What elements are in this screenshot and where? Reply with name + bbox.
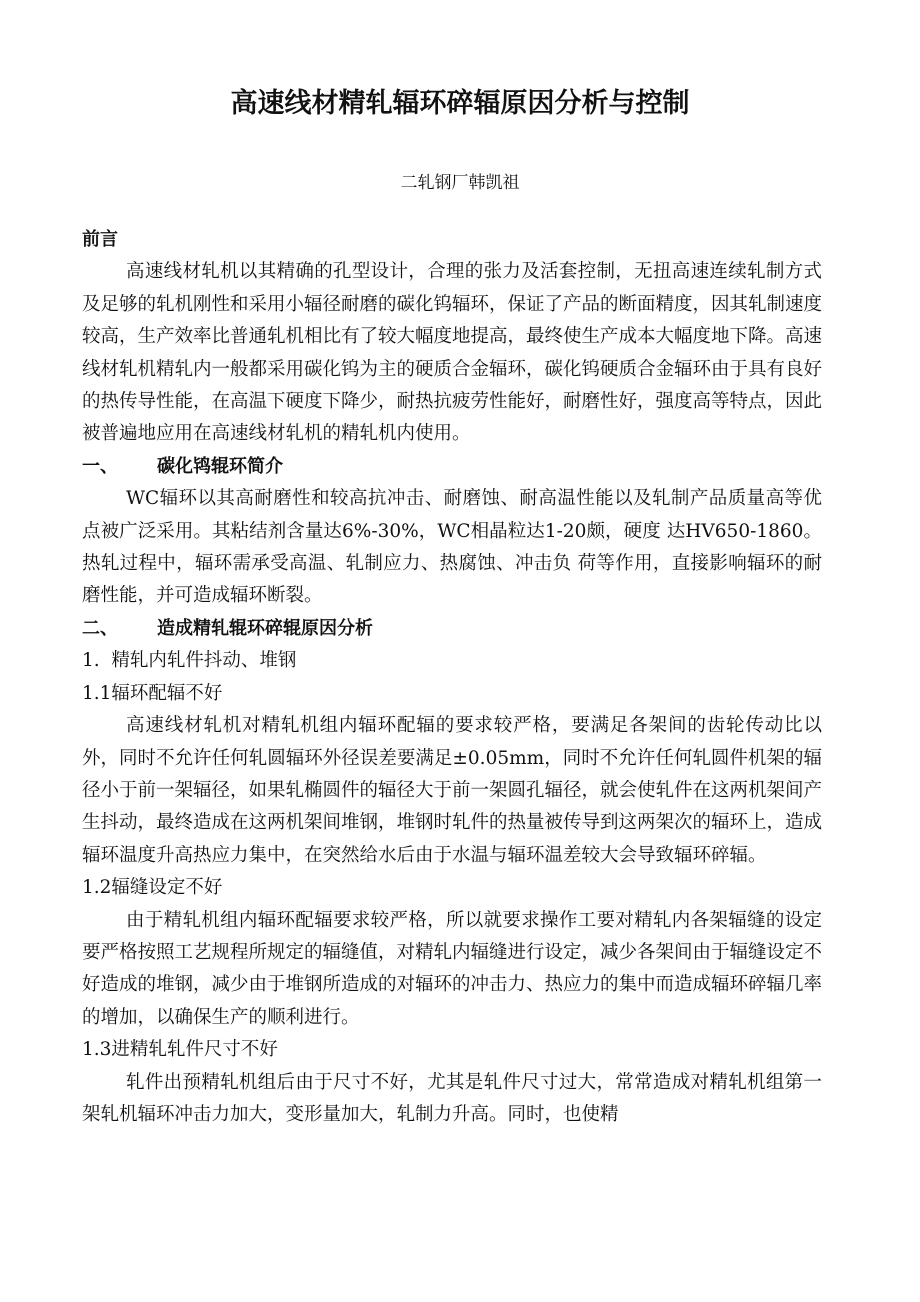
- subsection-1-1-paragraph: 高速线材轧机对精轧机组内辐环配辐的要求较严格，要满足各架间的齿轮传动比以外，同时不允许任何轧圆辐环外径误差要满足±0.05mm，同时不允许任何轧圆件机架的辐径小于前一架辐径，如果轧椭圆件的辐径大于前一架圆孔辐径，就会使轧件在这两机架间产生抖动，最终造成在这两机架间堆钢，堆钢时轧件的热量被传导到这两架次的辐环上，造成辐环温度升高热应力集中，在突然给水后由于水温与辐环温差较大会导致辐环碎辐。: [82, 715, 823, 866]
- author-line: 二轧钢厂韩凯祖: [400, 173, 520, 193]
- section-1-number: 一、: [82, 455, 118, 477]
- document-title: 高速线材精轧辐环碎辐原因分析与控制: [230, 88, 690, 119]
- preface-paragraph: 高速线材轧机以其精确的孔型设计，合理的张力及活套控制，无扭高速连续轧制方式及足够的轧机刚性和采用小辐径耐磨的碳化钨辐环，保证了产品的断面精度，因其轧制速度较高，生产效率比普通轧机相比有了较大幅度地提高，最终使生产成本大幅度地下降。高速线材轧机精轧内一般都采用碳化钨为主的硬质合金辐环，碳化钨硬质合金辐环由于具有良好的热传导性能，在高温下硬度下降少，耐热抗疲劳性能好，耐磨性好，强度高等特点，因此被普遍地应用在高速线材轧机的精轧机内使用。: [82, 261, 823, 445]
- subsection-1-3-paragraph: 轧件出预精轧机组后由于尺寸不好，尤其是轧件尺寸过大，常常造成对精轧机组第一架轧机辐环冲击力加大，变形量加大，轧制力升高。同时，也使精: [82, 1071, 822, 1125]
- section-2-number: 二、: [82, 617, 118, 639]
- preface-heading: 前言: [82, 229, 118, 250]
- section-2-heading: [82, 613, 822, 645]
- section-1-paragraph: WC辐环以其高耐磨性和较高抗冲击、耐磨蚀、耐高温性能以及轧制产品质量高等优点被广泛采用。其粘结剂含量达6%-30%，WC相晶粒达1-20颇，硬度 达HV650-1860。热轧过程中，辐环需承受高温、轧制应力、热腐蚀、冲击负 荷等作用，直接影响辐环的耐磨性能，并可造成辐环断裂。: [82, 488, 822, 607]
- document-body: [82, 224, 822, 1131]
- section-2-title: 造成精轧辊环碎辊原因分析: [157, 617, 373, 639]
- subsection-1-3-heading: 1.3进精轧轧件尺寸不好: [82, 1039, 278, 1061]
- subsection-1-1-heading: 1.1辐环配辐不好: [82, 682, 223, 704]
- subsection-1-2-heading: 1.2辐缝设定不好: [82, 877, 223, 899]
- section-1-title: 碳化鸨辊环简介: [157, 455, 283, 477]
- subsection-1-2-paragraph: 由于精轧机组内辐环配辐要求较严格，所以就要求操作工要对精轧内各架辐缝的设定要严格按照工艺规程所规定的辐缝值，对精轧内辐缝进行设定，减少各架间由于辐缝设定不好造成的堆钢，减少由于堆钢所造成的对辐环的冲击力、热应力的集中而造成辐环碎辐几率的增加，以确保生产的顺利进行。: [82, 909, 823, 1028]
- subsection-1-heading: 1. 精轧内轧件抖动、堆钢: [82, 650, 297, 672]
- section-1-heading: [82, 451, 822, 483]
